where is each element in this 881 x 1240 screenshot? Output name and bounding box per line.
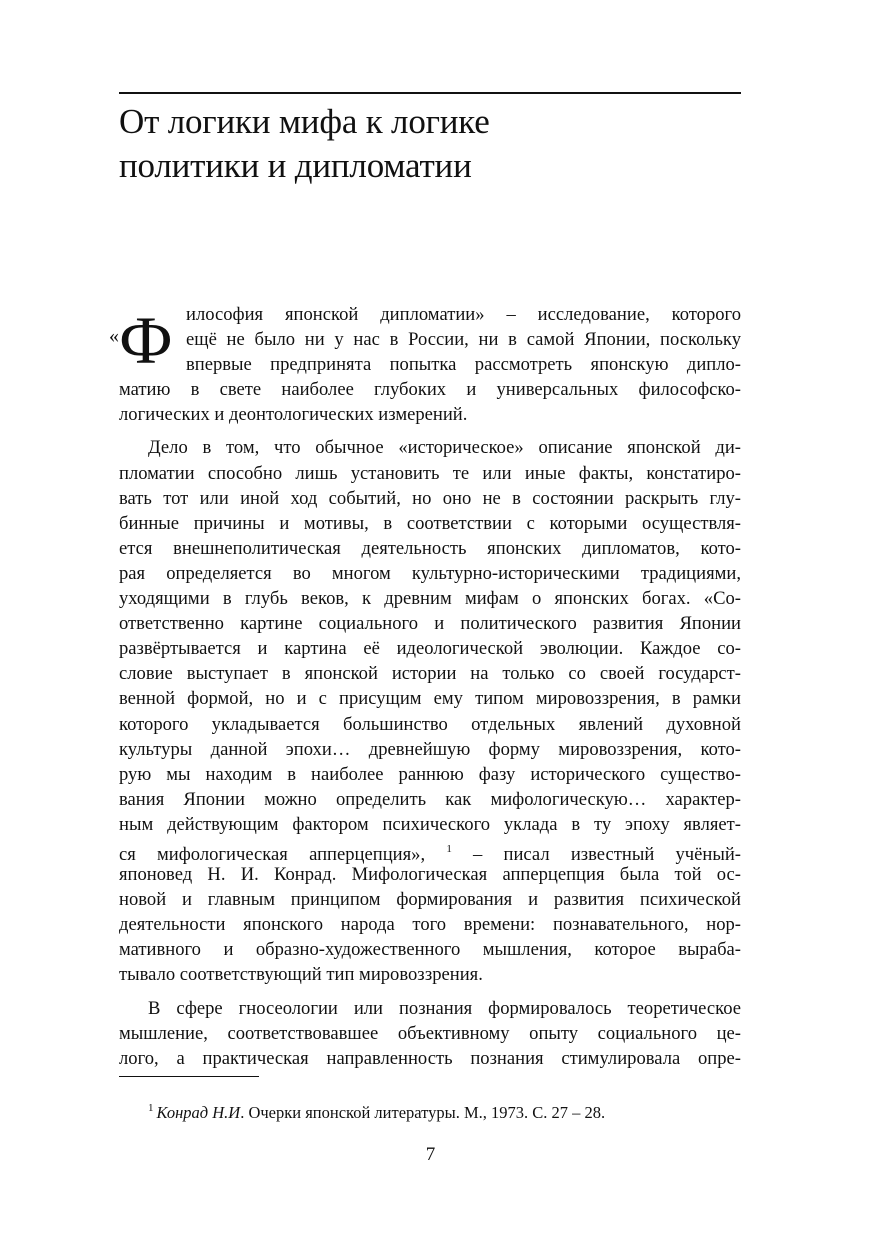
text-line: впервые предпринята попытка рассмотреть японскую дипло- [186, 354, 741, 376]
text-line: словие выступает в японской истории на только со своей государст- [119, 663, 741, 685]
text-line: ещё не было ни у нас в России, ни в самой Японии, поскольку [186, 329, 741, 351]
text-line: лого, а практическая направленность познания стимулировала опре- [119, 1047, 741, 1069]
text-line: пломатии способно лишь установить те или иные факты, констатиро- [119, 462, 741, 484]
text-line: японовед Н. И. Конрад. Мифологическая апперцепция была той ос- [119, 864, 741, 886]
text-line: вания Японии можно определить как мифологическую… характер- [119, 788, 741, 810]
text-line: культуры данной эпохи… древнейшую форму мировоззрения, кото- [119, 738, 741, 760]
text-line: ется внешнеполитическая деятельность японских дипломатов, кото- [119, 537, 741, 559]
body-text [109, 302, 741, 1071]
text-line: илософия японской дипломатии» – исследование, которого [186, 304, 741, 325]
text-line: деятельности японского народа того времени: познавательного, нор- [119, 914, 741, 936]
paragraph-2 [119, 435, 741, 987]
text-line: развёртывается и картина её идеологической эволюции. Каждое со- [119, 638, 741, 660]
text-line-part: ся мифологическая апперцепция», [119, 843, 426, 865]
drop-cap-quote: « [109, 325, 119, 347]
text-line: которого укладывается большинство отдельных явлений духовной [119, 713, 741, 735]
chapter-title-line-2: политики и дипломатии [119, 146, 472, 185]
footnote-separator [119, 1076, 259, 1077]
footnote-author: Конрад Н.И [156, 1103, 241, 1122]
text-line: ным действующим фактором психического уклада в ту эпоху являет- [119, 813, 741, 835]
text-line: рая определяется во многом культурно-историческими традициями, [119, 562, 741, 584]
text-line: новой и главным принципом формирования и развития психической [119, 889, 741, 911]
paragraph-3 [119, 996, 741, 1071]
footnote-marker[interactable]: 1 [446, 842, 452, 855]
text-line: матию в свете наиболее глубоких и универсальных философско- [119, 379, 741, 401]
text-line-with-footnote [119, 837, 741, 865]
text-line: мативного и образно-художественного мышления, которое выраба- [119, 939, 741, 961]
text-line: уходящими в глубь веков, к древним мифам о японских богах. «Со- [119, 588, 741, 610]
paragraph-1 [109, 302, 741, 427]
text-line: тывало соответствующий тип мировоззрения. [119, 964, 483, 986]
text-line: бинные причины и мотивы, в соответствии с которыми осуществля- [119, 512, 741, 534]
chapter-title-line-1: От логики мифа к логике [119, 102, 490, 141]
drop-cap-letter: Ф [119, 302, 173, 378]
chapter-title [119, 100, 741, 188]
text-line: рую мы находим в наиболее раннюю фазу исторического существо- [119, 763, 741, 785]
text-line: Дело в том, что обычное «историческое» описание японской ди- [148, 437, 741, 459]
footnote-text: . Очерки японской литературы. М., 1973. С. 27 – 28. [240, 1103, 606, 1122]
text-line: логических и деонтологических измерений. [119, 404, 468, 426]
page-number: 7 [425, 1144, 436, 1165]
text-line: мышление, соответствовавшее объективному опыту социального це- [119, 1022, 741, 1044]
text-line: венной формой, но и с присущим ему типом мировоззрения, в рамки [119, 688, 741, 710]
title-rule [119, 92, 741, 94]
text-line: вать тот или иной ход событий, но оно не в состоянии раскрыть глу- [119, 487, 741, 509]
text-line: ответственно картине социального и политического развития Японии [119, 613, 741, 635]
footnote [148, 1096, 605, 1125]
text-line-part: – писал известный учёный- [451, 843, 741, 865]
footnote-number: 1 [148, 1102, 154, 1114]
text-line: В сфере гносеологии или познания формировалось теоретическое [148, 997, 741, 1019]
